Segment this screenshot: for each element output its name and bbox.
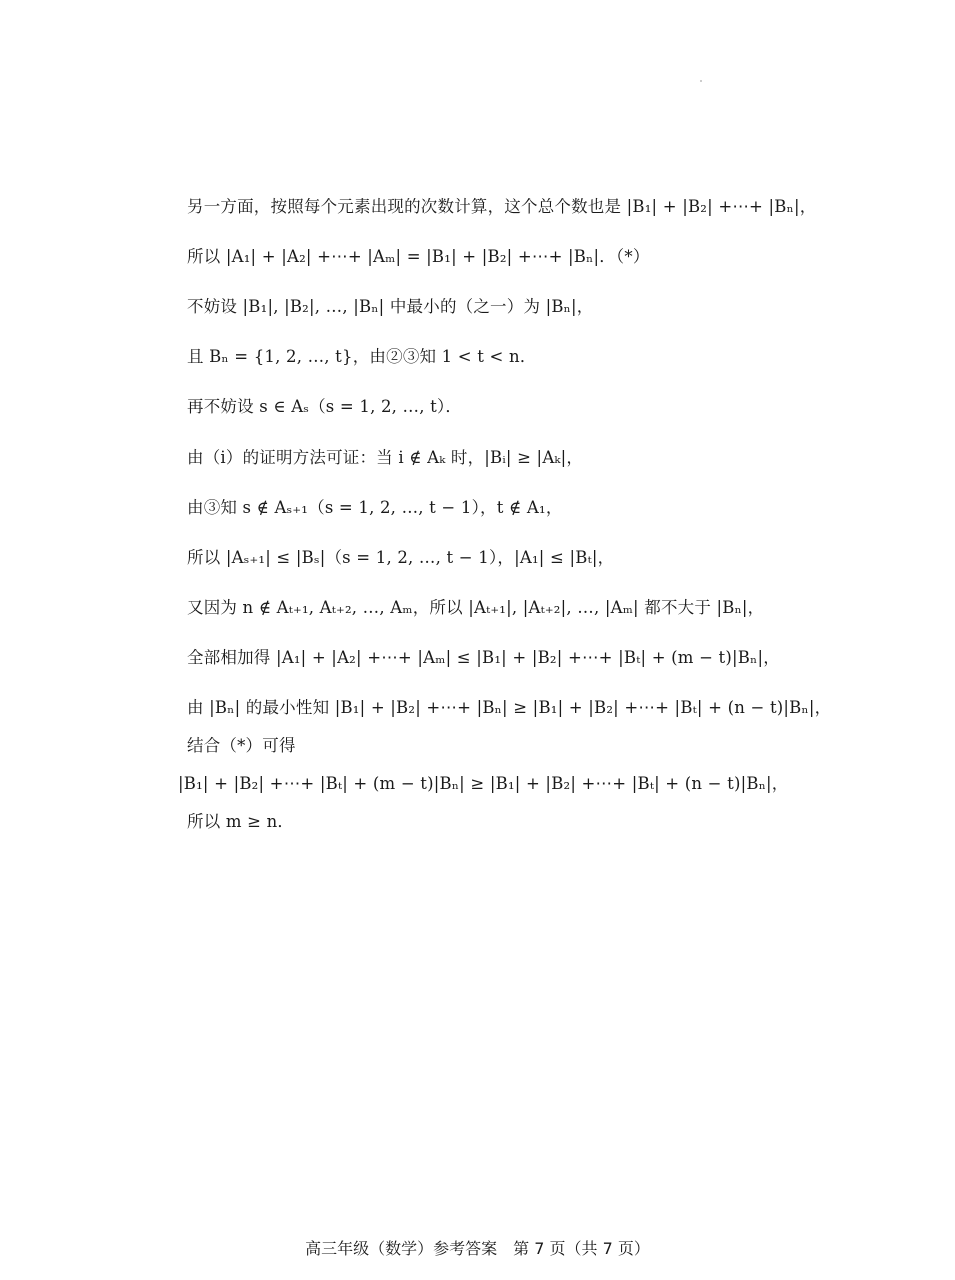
proof-line-1: 另一方面，按照每个元素出现的次数计算，这个总个数也是 |B₁| + |B₂| +⋯+ |Bₙ|，: [187, 197, 817, 216]
page-footer: 高三年级（数学）参考答案 第 7 页（共 7 页）: [305, 1239, 650, 1258]
proof-line-10: 全部相加得 |A₁| + |A₂| +⋯+ |Aₘ| ≤ |B₁| + |B₂| +⋯+ |Bₜ| + (m − t)|Bₙ|，: [187, 648, 780, 667]
proof-line-3: 不妨设 |B₁|, |B₂|, …, |Bₙ| 中最小的（之一）为 |Bₙ|，: [187, 297, 594, 316]
proof-line-4: 且 Bₙ = {1, 2, …, t}，由②③知 1 < t < n．: [187, 347, 537, 366]
proof-line-12: 结合（*）可得: [187, 736, 296, 755]
proof-line-5: 再不妨设 s ∈ Aₛ（s = 1, 2, …, t）．: [187, 397, 463, 416]
proof-line-14: 所以 m ≥ n．: [187, 812, 295, 831]
scan-speck: [700, 80, 702, 82]
proof-line-2: 所以 |A₁| + |A₂| +⋯+ |Aₘ| = |B₁| + |B₂| +⋯+ |Bₙ|．（*）: [187, 247, 650, 266]
proof-line-8: 所以 |Aₛ₊₁| ≤ |Bₛ|（s = 1, 2, …, t − 1），|A₁| ≤ |Bₜ|，: [187, 548, 615, 567]
proof-line-11: 由 |Bₙ| 的最小性知 |B₁| + |B₂| +⋯+ |Bₙ| ≥ |B₁| + |B₂| +⋯+ |Bₜ| + (n − t)|Bₙ|，: [187, 698, 832, 717]
proof-line-13: |B₁| + |B₂| +⋯+ |Bₜ| + (m − t)|Bₙ| ≥ |B₁| + |B₂| +⋯+ |Bₜ| + (n − t)|Bₙ|，: [178, 774, 789, 793]
proof-line-7: 由③知 s ∉ Aₛ₊₁（s = 1, 2, …, t − 1），t ∉ A₁，: [187, 498, 563, 517]
proof-line-9: 又因为 n ∉ Aₜ₊₁, Aₜ₊₂, …, Aₘ，所以 |Aₜ₊₁|, |Aₜ₊₂|, …, |Aₘ| 都不大于 |Bₙ|，: [187, 598, 765, 617]
proof-line-6: 由（i）的证明方法可证：当 i ∉ Aₖ 时，|Bᵢ| ≥ |Aₖ|，: [187, 448, 584, 467]
